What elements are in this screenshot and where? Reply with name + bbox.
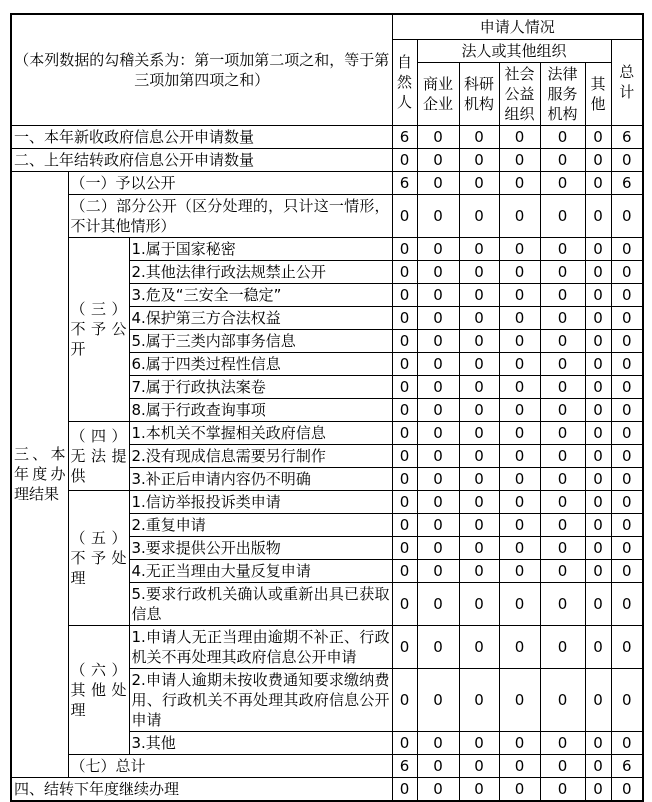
value-cell: 0 bbox=[392, 582, 417, 625]
value-cell: 0 bbox=[417, 559, 459, 582]
value-cell: 0 bbox=[585, 444, 611, 467]
value-cell: 0 bbox=[540, 777, 585, 801]
value-cell: 0 bbox=[611, 375, 643, 398]
value-cell: 0 bbox=[540, 260, 585, 283]
value-cell: 0 bbox=[585, 777, 611, 801]
value-cell: 0 bbox=[611, 194, 643, 237]
value-cell: 6 bbox=[392, 754, 417, 777]
value-cell: 0 bbox=[585, 668, 611, 731]
table-row bbox=[11, 125, 643, 148]
value-cell: 0 bbox=[540, 625, 585, 668]
value-cell: 0 bbox=[540, 148, 585, 171]
value-cell: 0 bbox=[417, 513, 459, 536]
value-cell: 0 bbox=[611, 421, 643, 444]
value-cell: 0 bbox=[417, 582, 459, 625]
row-label: （二）部分公开（区分处理的，只计这一情形，不计其他情形） bbox=[68, 194, 392, 237]
value-cell: 0 bbox=[611, 513, 643, 536]
value-cell: 0 bbox=[392, 731, 417, 754]
value-cell: 0 bbox=[585, 194, 611, 237]
header-legal-or-other-organizations: 法人或其他组织 bbox=[417, 39, 611, 62]
value-cell: 6 bbox=[392, 125, 417, 148]
value-cell: 0 bbox=[392, 375, 417, 398]
value-cell: 0 bbox=[585, 237, 611, 260]
value-cell: 0 bbox=[417, 625, 459, 668]
value-cell: 0 bbox=[585, 306, 611, 329]
value-cell: 0 bbox=[417, 731, 459, 754]
value-cell: 0 bbox=[540, 467, 585, 490]
value-cell: 0 bbox=[611, 582, 643, 625]
value-cell: 0 bbox=[499, 260, 540, 283]
value-cell: 0 bbox=[459, 467, 499, 490]
value-cell: 0 bbox=[611, 237, 643, 260]
value-cell: 0 bbox=[540, 352, 585, 375]
value-cell: 0 bbox=[417, 398, 459, 421]
value-cell: 0 bbox=[585, 375, 611, 398]
value-cell: 0 bbox=[540, 329, 585, 352]
value-cell: 0 bbox=[585, 352, 611, 375]
table-row bbox=[11, 194, 643, 237]
row-item-label: 1.属于国家秘密 bbox=[129, 237, 392, 260]
value-cell: 0 bbox=[417, 668, 459, 731]
value-cell: 0 bbox=[459, 668, 499, 731]
row-item-label: 1.本机关不掌握相关政府信息 bbox=[129, 421, 392, 444]
value-cell: 0 bbox=[417, 260, 459, 283]
row-item-label: 4.无正当理由大量反复申请 bbox=[129, 559, 392, 582]
value-cell: 0 bbox=[540, 398, 585, 421]
value-cell: 0 bbox=[417, 329, 459, 352]
value-cell: 0 bbox=[499, 467, 540, 490]
value-cell: 0 bbox=[611, 668, 643, 731]
value-cell: 0 bbox=[459, 237, 499, 260]
value-cell: 0 bbox=[392, 260, 417, 283]
col-header-other: 其他 bbox=[585, 62, 611, 125]
value-cell: 0 bbox=[585, 329, 611, 352]
value-cell: 0 bbox=[392, 467, 417, 490]
value-cell: 0 bbox=[611, 777, 643, 801]
value-cell: 0 bbox=[392, 559, 417, 582]
row-item-label: 5.要求行政机关确认或重新出具已获取信息 bbox=[129, 582, 392, 625]
value-cell: 0 bbox=[540, 559, 585, 582]
disclosure-statistics-table bbox=[10, 13, 644, 802]
value-cell: 0 bbox=[540, 513, 585, 536]
subsection-label: （三）不予公开 bbox=[68, 237, 129, 421]
value-cell: 0 bbox=[459, 260, 499, 283]
row-item-label: 3.危及“三安全一稳定” bbox=[129, 283, 392, 306]
value-cell: 0 bbox=[499, 148, 540, 171]
value-cell: 0 bbox=[459, 754, 499, 777]
value-cell: 0 bbox=[392, 513, 417, 536]
value-cell: 0 bbox=[392, 625, 417, 668]
row-item-label: 1.申请人无正当理由逾期不补正、行政机关不再处理其政府信息公开申请 bbox=[129, 625, 392, 668]
value-cell: 0 bbox=[540, 421, 585, 444]
value-cell: 0 bbox=[540, 194, 585, 237]
value-cell: 0 bbox=[585, 148, 611, 171]
value-cell: 0 bbox=[540, 125, 585, 148]
value-cell: 0 bbox=[392, 536, 417, 559]
value-cell: 0 bbox=[499, 352, 540, 375]
value-cell: 0 bbox=[459, 306, 499, 329]
value-cell: 0 bbox=[585, 625, 611, 668]
value-cell: 0 bbox=[585, 513, 611, 536]
value-cell: 0 bbox=[459, 490, 499, 513]
reconciliation-note: （本列数据的勾稽关系为：第一项加第二项之和，等于第三项加第四项之和） bbox=[11, 14, 392, 125]
value-cell: 0 bbox=[540, 536, 585, 559]
value-cell: 0 bbox=[417, 306, 459, 329]
row-item-label: 3.补正后申请内容仍不明确 bbox=[129, 467, 392, 490]
col-header-social-welfare-organization: 社会公益组织 bbox=[499, 62, 540, 125]
value-cell: 0 bbox=[499, 125, 540, 148]
value-cell: 0 bbox=[459, 421, 499, 444]
value-cell: 0 bbox=[417, 777, 459, 801]
value-cell: 0 bbox=[611, 559, 643, 582]
value-cell: 0 bbox=[499, 777, 540, 801]
value-cell: 0 bbox=[611, 283, 643, 306]
value-cell: 0 bbox=[417, 148, 459, 171]
value-cell: 0 bbox=[499, 329, 540, 352]
value-cell: 0 bbox=[540, 283, 585, 306]
value-cell: 0 bbox=[459, 194, 499, 237]
value-cell: 0 bbox=[459, 513, 499, 536]
value-cell: 0 bbox=[585, 559, 611, 582]
value-cell: 0 bbox=[499, 375, 540, 398]
row-item-label: 5.属于三类内部事务信息 bbox=[129, 329, 392, 352]
table-row bbox=[11, 490, 643, 513]
value-cell: 0 bbox=[392, 777, 417, 801]
row-item-label: 6.属于四类过程性信息 bbox=[129, 352, 392, 375]
table-row bbox=[11, 625, 643, 668]
value-cell: 0 bbox=[585, 582, 611, 625]
value-cell: 0 bbox=[540, 731, 585, 754]
value-cell: 0 bbox=[540, 754, 585, 777]
value-cell: 0 bbox=[499, 536, 540, 559]
value-cell: 0 bbox=[392, 283, 417, 306]
col-header-total: 总计 bbox=[611, 39, 643, 125]
value-cell: 0 bbox=[611, 536, 643, 559]
value-cell: 0 bbox=[459, 352, 499, 375]
value-cell: 0 bbox=[585, 421, 611, 444]
value-cell: 0 bbox=[392, 668, 417, 731]
row-label: 一、本年新收政府信息公开申请数量 bbox=[11, 125, 392, 148]
value-cell: 6 bbox=[392, 171, 417, 194]
value-cell: 6 bbox=[611, 754, 643, 777]
table-row bbox=[11, 421, 643, 444]
value-cell: 0 bbox=[611, 329, 643, 352]
value-cell: 0 bbox=[417, 125, 459, 148]
value-cell: 0 bbox=[459, 375, 499, 398]
value-cell: 0 bbox=[499, 668, 540, 731]
row-label: 二、上年结转政府信息公开申请数量 bbox=[11, 148, 392, 171]
value-cell: 0 bbox=[499, 513, 540, 536]
value-cell: 0 bbox=[392, 194, 417, 237]
subsection-label: （五）不予处理 bbox=[68, 490, 129, 625]
value-cell: 0 bbox=[585, 467, 611, 490]
value-cell: 0 bbox=[417, 237, 459, 260]
value-cell: 0 bbox=[459, 444, 499, 467]
value-cell: 0 bbox=[499, 754, 540, 777]
value-cell: 0 bbox=[611, 625, 643, 668]
value-cell: 0 bbox=[392, 444, 417, 467]
value-cell: 0 bbox=[499, 490, 540, 513]
col-header-legal-service-institution: 法律服务机构 bbox=[540, 62, 585, 125]
table-header bbox=[11, 14, 643, 125]
row-item-label: 7.属于行政执法案卷 bbox=[129, 375, 392, 398]
value-cell: 0 bbox=[392, 490, 417, 513]
value-cell: 0 bbox=[499, 444, 540, 467]
value-cell: 0 bbox=[611, 398, 643, 421]
value-cell: 0 bbox=[459, 731, 499, 754]
row-label: （一）予以公开 bbox=[68, 171, 392, 194]
value-cell: 0 bbox=[417, 490, 459, 513]
value-cell: 0 bbox=[611, 260, 643, 283]
value-cell: 0 bbox=[585, 490, 611, 513]
value-cell: 0 bbox=[459, 171, 499, 194]
value-cell: 6 bbox=[611, 171, 643, 194]
row-item-label: 4.保护第三方合法权益 bbox=[129, 306, 392, 329]
value-cell: 0 bbox=[540, 582, 585, 625]
header-row-group bbox=[11, 14, 643, 39]
value-cell: 0 bbox=[417, 171, 459, 194]
value-cell: 0 bbox=[585, 398, 611, 421]
value-cell: 0 bbox=[611, 490, 643, 513]
value-cell: 0 bbox=[417, 754, 459, 777]
value-cell: 0 bbox=[417, 444, 459, 467]
value-cell: 0 bbox=[499, 582, 540, 625]
value-cell: 0 bbox=[417, 283, 459, 306]
value-cell: 0 bbox=[611, 467, 643, 490]
value-cell: 0 bbox=[585, 171, 611, 194]
value-cell: 0 bbox=[392, 237, 417, 260]
value-cell: 0 bbox=[459, 329, 499, 352]
value-cell: 0 bbox=[459, 283, 499, 306]
value-cell: 0 bbox=[585, 125, 611, 148]
row-label: （七）总计 bbox=[68, 754, 392, 777]
table-row bbox=[11, 171, 643, 194]
col-header-business-enterprise: 商业企业 bbox=[417, 62, 459, 125]
value-cell: 0 bbox=[499, 171, 540, 194]
value-cell: 0 bbox=[417, 536, 459, 559]
value-cell: 0 bbox=[392, 398, 417, 421]
row-item-label: 2.重复申请 bbox=[129, 513, 392, 536]
value-cell: 0 bbox=[499, 283, 540, 306]
value-cell: 0 bbox=[459, 398, 499, 421]
value-cell: 6 bbox=[611, 125, 643, 148]
value-cell: 0 bbox=[540, 490, 585, 513]
value-cell: 0 bbox=[499, 194, 540, 237]
value-cell: 0 bbox=[540, 668, 585, 731]
value-cell: 0 bbox=[611, 306, 643, 329]
value-cell: 0 bbox=[392, 352, 417, 375]
value-cell: 0 bbox=[392, 329, 417, 352]
row-item-label: 3.其他 bbox=[129, 731, 392, 754]
value-cell: 0 bbox=[417, 194, 459, 237]
value-cell: 0 bbox=[392, 306, 417, 329]
value-cell: 0 bbox=[459, 582, 499, 625]
row-item-label: 2.没有现成信息需要另行制作 bbox=[129, 444, 392, 467]
value-cell: 0 bbox=[417, 421, 459, 444]
table-body bbox=[11, 125, 643, 801]
row-item-label: 1.信访举报投诉类申请 bbox=[129, 490, 392, 513]
value-cell: 0 bbox=[611, 444, 643, 467]
value-cell: 0 bbox=[611, 148, 643, 171]
col-header-natural-person: 自然人 bbox=[392, 39, 417, 125]
value-cell: 0 bbox=[611, 731, 643, 754]
value-cell: 0 bbox=[540, 444, 585, 467]
value-cell: 0 bbox=[585, 731, 611, 754]
row-item-label: 2.申请人逾期未按收费通知要求缴纳费用、行政机关不再处理其政府信息公开申请 bbox=[129, 668, 392, 731]
value-cell: 0 bbox=[499, 398, 540, 421]
table-row bbox=[11, 237, 643, 260]
table-row bbox=[11, 754, 643, 777]
value-cell: 0 bbox=[499, 421, 540, 444]
row-item-label: 8.属于行政查询事项 bbox=[129, 398, 392, 421]
value-cell: 0 bbox=[611, 352, 643, 375]
value-cell: 0 bbox=[392, 421, 417, 444]
value-cell: 0 bbox=[417, 375, 459, 398]
value-cell: 0 bbox=[585, 260, 611, 283]
value-cell: 0 bbox=[585, 754, 611, 777]
subsection-label: （六）其他处理 bbox=[68, 625, 129, 754]
value-cell: 0 bbox=[459, 777, 499, 801]
value-cell: 0 bbox=[540, 171, 585, 194]
table-row bbox=[11, 148, 643, 171]
row-label: 四、结转下年度继续办理 bbox=[11, 777, 392, 801]
value-cell: 0 bbox=[499, 731, 540, 754]
value-cell: 0 bbox=[392, 148, 417, 171]
value-cell: 0 bbox=[417, 352, 459, 375]
row-item-label: 2.其他法律行政法规禁止公开 bbox=[129, 260, 392, 283]
value-cell: 0 bbox=[417, 467, 459, 490]
value-cell: 0 bbox=[585, 536, 611, 559]
value-cell: 0 bbox=[499, 237, 540, 260]
value-cell: 0 bbox=[585, 283, 611, 306]
row-item-label: 3.要求提供公开出版物 bbox=[129, 536, 392, 559]
section-label: 三、本年度办理结果 bbox=[11, 171, 68, 777]
value-cell: 0 bbox=[499, 625, 540, 668]
subsection-label: （四）无法提供 bbox=[68, 421, 129, 490]
header-applicant-situation: 申请人情况 bbox=[392, 14, 643, 39]
value-cell: 0 bbox=[499, 559, 540, 582]
value-cell: 0 bbox=[540, 375, 585, 398]
value-cell: 0 bbox=[499, 306, 540, 329]
col-header-research-institution: 科研机构 bbox=[459, 62, 499, 125]
value-cell: 0 bbox=[459, 125, 499, 148]
value-cell: 0 bbox=[459, 625, 499, 668]
value-cell: 0 bbox=[540, 237, 585, 260]
value-cell: 0 bbox=[459, 559, 499, 582]
value-cell: 0 bbox=[540, 306, 585, 329]
value-cell: 0 bbox=[459, 148, 499, 171]
value-cell: 0 bbox=[459, 536, 499, 559]
